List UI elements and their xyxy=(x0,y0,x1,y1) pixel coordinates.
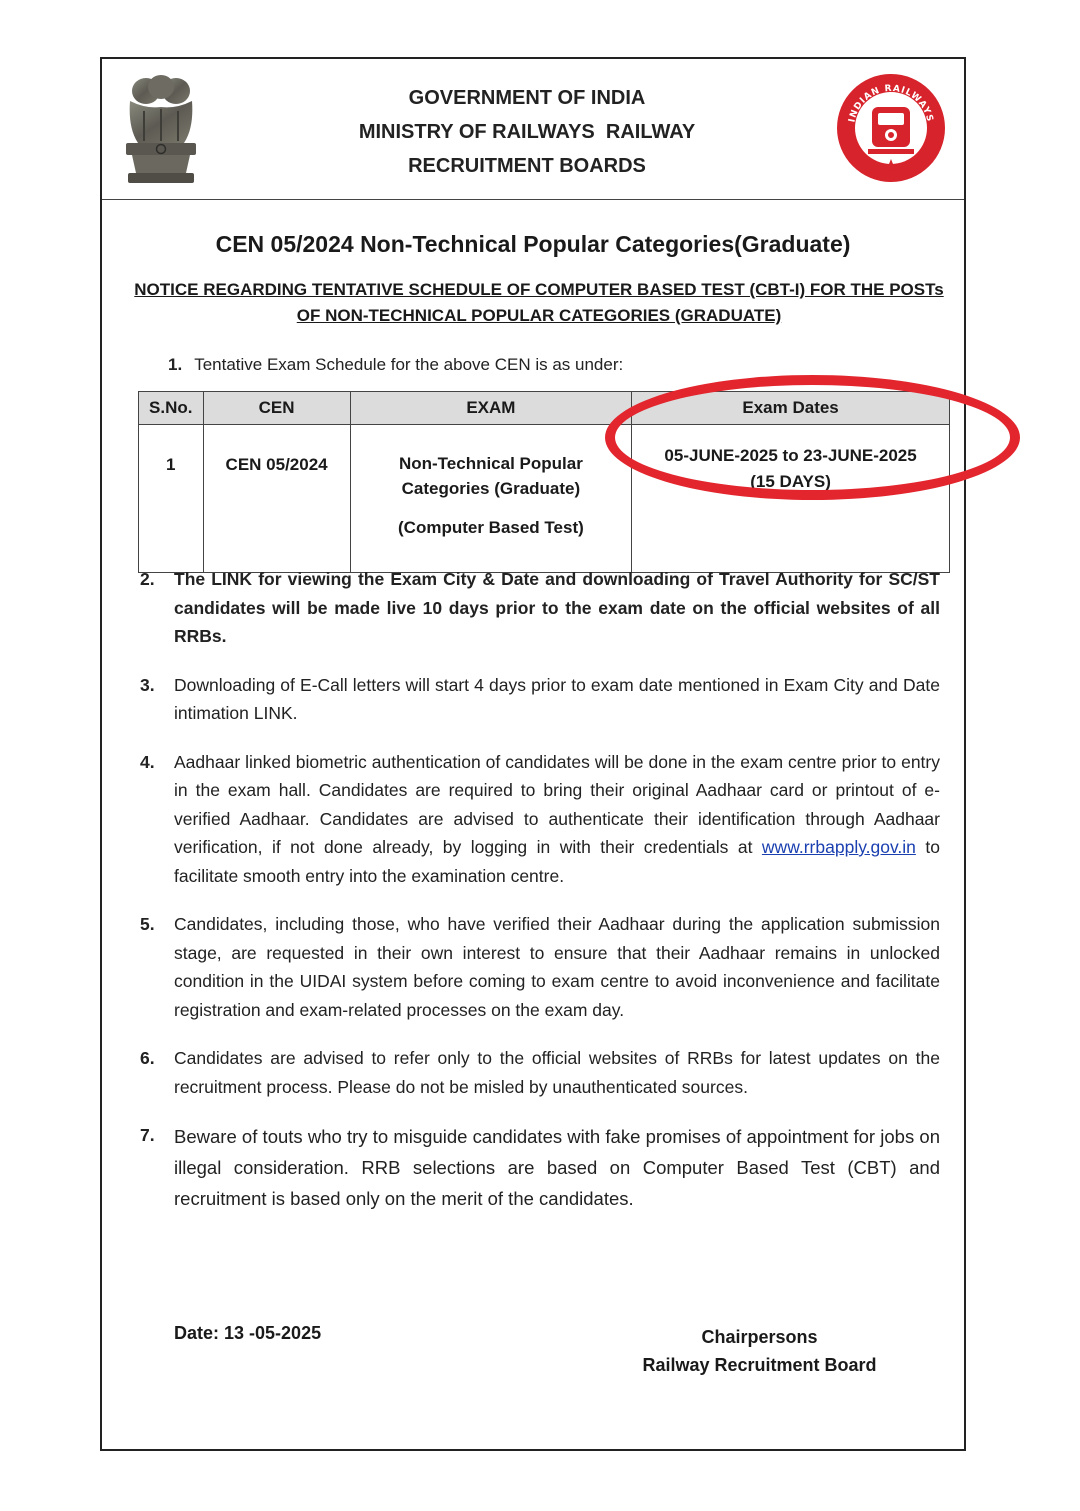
column-header-sno: S.No. xyxy=(139,392,204,425)
exam-duration: (15 DAYS) xyxy=(750,472,831,491)
exam-schedule-table xyxy=(138,391,950,573)
signatory-title: Chairpersons xyxy=(701,1327,818,1347)
point-text-after-link: to facilitate smooth entry into the examination centre. xyxy=(174,837,940,886)
point-text: Beware of touts who try to misguide candidates with fake promises of appointment for jobs on illegal consideration. RRB selections are based on Computer Based Test (CBT) and recruitment is based only on the merit of the candidates. xyxy=(174,1126,940,1209)
point-number: 3. xyxy=(140,674,155,695)
point-3 xyxy=(140,671,940,728)
document-header xyxy=(102,59,964,200)
signature-block xyxy=(622,1323,897,1379)
exam-mode: (Computer Based Test) xyxy=(398,518,584,537)
cell-exam-dates xyxy=(632,425,950,573)
point-text: Candidates are advised to refer only to the official websites of RRBs for latest updates on the recruitment process. Please do not be misled by unauthenticated sources. xyxy=(174,1048,940,1097)
header-line-boards: RECRUITMENT BOARDS xyxy=(408,155,646,177)
point-4 xyxy=(140,748,940,891)
point-number: 7. xyxy=(140,1125,155,1145)
point-text: Candidates, including those, who have verified their Aadhaar during the application submission stage, are requested in their own interest to ensure that their Aadhaar remains in unlocked condition in the UIDAI system before coming to exam centre to avoid inconvenience and facilitate registration and exam-related processes on the exam day. xyxy=(174,914,940,1020)
point-2 xyxy=(140,565,940,651)
point-number: 1. xyxy=(168,355,183,374)
point-7 xyxy=(140,1121,940,1214)
indian-railways-logo-icon xyxy=(834,71,948,185)
exam-name-line1: Non-Technical Popular xyxy=(398,454,583,473)
column-header-cen: CEN xyxy=(203,392,350,425)
cell-sno: 1 xyxy=(139,425,204,573)
exam-date-range: 05-JUNE-2025 to 23-JUNE-2025 xyxy=(664,446,917,465)
point-number: 6. xyxy=(140,1048,155,1068)
signatory-organization: Railway Recruitment Board xyxy=(642,1355,877,1375)
instruction-points xyxy=(140,565,940,1234)
point-text xyxy=(174,748,940,891)
cell-exam xyxy=(350,425,632,573)
ashoka-emblem-icon xyxy=(116,73,206,185)
point-number: 2. xyxy=(140,569,155,589)
header-line-government: GOVERNMENT OF INDIA xyxy=(408,87,646,109)
point-6 xyxy=(140,1044,940,1101)
svg-text:INDIAN RAILWAYS: INDIAN RAILWAYS xyxy=(847,83,935,124)
point-1 xyxy=(168,355,623,375)
header-line-ministry: MINISTRY OF RAILWAYS RAILWAY xyxy=(358,121,696,143)
document-title: CEN 05/2024 Non-Technical Popular Categories(Graduate) xyxy=(215,231,851,257)
point-text: The LINK for viewing the Exam City & Date and downloading of Travel Authority for SC/ST candidates will be made live 10 days prior to the exam date on the official websites of all RRBs. xyxy=(174,569,940,646)
point-text-before-link: Aadhaar linked biometric authentication of candidates will be done in the exam centre prior to entry in the exam hall. Candidates are required to bring their original Aadhaar card or printout of e-verified Aadhaar. Candidates are advised to authenticate their identification through Aadhaar verification, if not done already, by logging in with their credentials at xyxy=(174,751,940,857)
column-header-exam: EXAM xyxy=(350,392,632,425)
point-text: Downloading of E-Call letters will start 4 days prior to exam date mentioned in Exam City and Date intimation LINK. xyxy=(174,674,940,723)
rrbapply-link[interactable]: www.rrbapply.gov.in xyxy=(761,837,916,857)
column-header-exam-dates: Exam Dates xyxy=(632,392,950,425)
issuing-authority xyxy=(252,81,802,183)
notice-heading: NOTICE REGARDING TENTATIVE SCHEDULE OF COMPUTER BASED TEST (CBT-I) FOR THE POSTs OF NON-TECHNICAL POPULAR CATEGORIES (GRADUATE) xyxy=(134,280,944,325)
point-number: 5. xyxy=(140,914,155,934)
point-5 xyxy=(140,910,940,1024)
point-text: Tentative Exam Schedule for the above CEN is as under: xyxy=(194,355,624,374)
point-number: 4. xyxy=(140,751,155,772)
notice-date: Date: 13 -05-2025 xyxy=(174,1323,322,1343)
table-header-row xyxy=(139,392,950,425)
table-row xyxy=(139,425,950,573)
cell-cen: CEN 05/2024 xyxy=(203,425,350,573)
exam-name-line2: Categories (Graduate) xyxy=(401,479,581,498)
notice-document xyxy=(100,57,966,1451)
